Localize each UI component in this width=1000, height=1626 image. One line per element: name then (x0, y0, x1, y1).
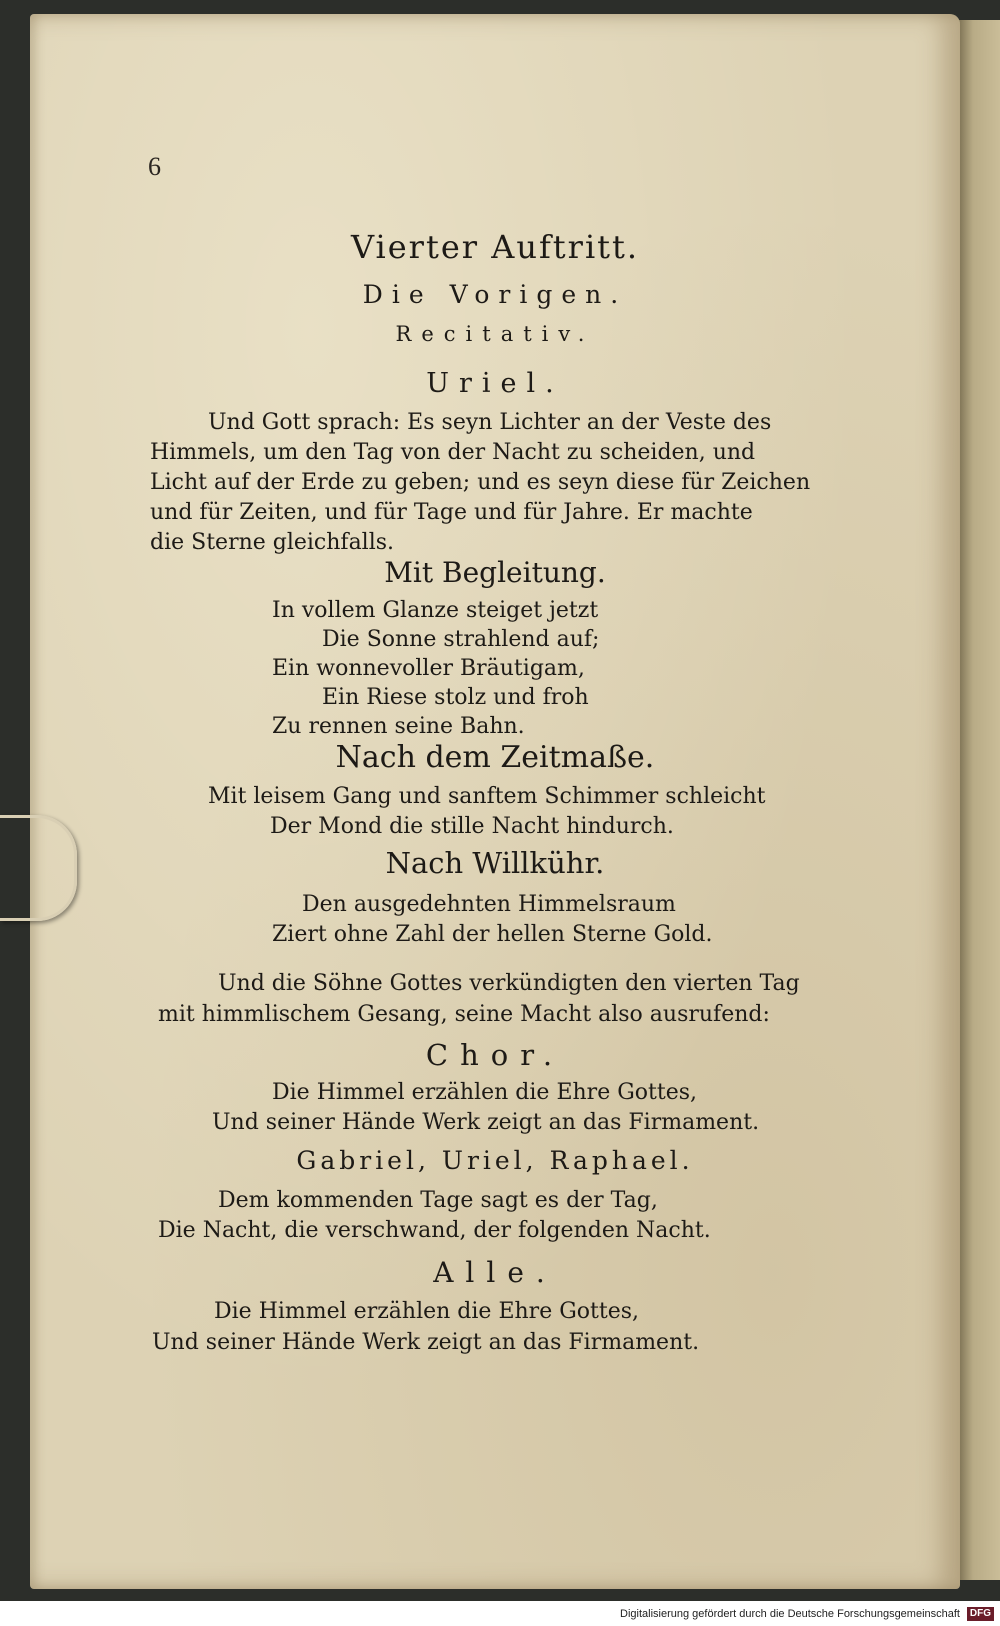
alle-heading: Alle. (433, 1256, 557, 1289)
verse-line: Und seiner Hände Werk zeigt an das Firmament. (152, 1330, 700, 1355)
verse-line: Dem kommenden Tage sagt es der Tag, (218, 1188, 658, 1213)
page-number: 6 (148, 152, 161, 181)
verse-line: Den ausgedehnten Himmelsraum (302, 892, 676, 917)
trio-verse (158, 1186, 711, 1246)
chor-heading: Chor. (425, 1038, 565, 1072)
chor-verse (212, 1078, 759, 1138)
recitativ-heading: Recitativ. (395, 322, 595, 346)
verse-line: Die Himmel erzählen die Ehre Gottes, (214, 1299, 640, 1324)
paragraph-line: die Sterne gleichfalls. (150, 530, 395, 555)
nach-willkuehr-heading: Nach Willkühr. (385, 846, 605, 880)
verse-line: Mit leisem Gang und sanftem Schimmer schleicht (208, 784, 766, 809)
willkuehr-verse (272, 890, 713, 950)
paragraph-line: mit himmlischem Gesang, seine Macht also ausrufend: (158, 1002, 770, 1027)
verse-line: Ziert ohne Zahl der hellen Sterne Gold. (272, 922, 713, 947)
verse-line: Der Mond die stille Nacht hindurch. (270, 814, 674, 839)
scene-heading: Vierter Auftritt. (350, 228, 640, 266)
paragraph-line: und für Zeiten, und für Tage und für Jahre. Er machte (150, 500, 753, 525)
trio-heading: Gabriel, Uriel, Raphael. (296, 1146, 694, 1175)
narration-paragraph (158, 968, 848, 1030)
verse-line: Die Sonne strahlend auf; (322, 627, 600, 652)
verse-line: Und seiner Hände Werk zeigt an das Firmament. (212, 1110, 760, 1135)
paragraph-line: Und die Söhne Gottes verkündigten den vierten Tag (218, 971, 800, 996)
mit-begleitung-heading: Mit Begleitung. (384, 556, 606, 589)
digitization-footer (0, 1601, 1000, 1626)
verse-line: Zu rennen seine Bahn. (272, 714, 525, 739)
verse-line: In vollem Glanze steiget jetzt (272, 598, 599, 623)
recitativ-paragraph (150, 408, 840, 558)
verse-line: Ein wonnevoller Bräutigam, (272, 656, 585, 681)
begleitung-verse (272, 596, 599, 741)
paragraph-line: Licht auf der Erde zu geben; und es seyn diese für Zeichen (150, 470, 811, 495)
nach-zeitmasse-heading: Nach dem Zeitmaße. (335, 740, 655, 775)
uriel-heading: Uriel. (426, 368, 564, 399)
persons-heading: Die Vorigen. (362, 280, 628, 309)
zeitmasse-verse (208, 782, 766, 842)
paragraph-line: Himmels, um den Tag von der Nacht zu scheiden, und (150, 440, 756, 465)
dfg-logo: DFG (967, 1607, 994, 1621)
verse-line: Die Himmel erzählen die Ehre Gottes, (272, 1080, 698, 1105)
verse-line: Ein Riese stolz und froh (322, 685, 589, 710)
verse-line: Die Nacht, die verschwand, der folgenden Nacht. (158, 1218, 711, 1243)
paragraph-line: Und Gott sprach: Es seyn Lichter an der Veste des (208, 410, 772, 435)
footer-credit: Digitalisierung gefördert durch die Deutsche Forschungsgemeinschaft (620, 1608, 960, 1620)
alle-verse (152, 1296, 699, 1358)
